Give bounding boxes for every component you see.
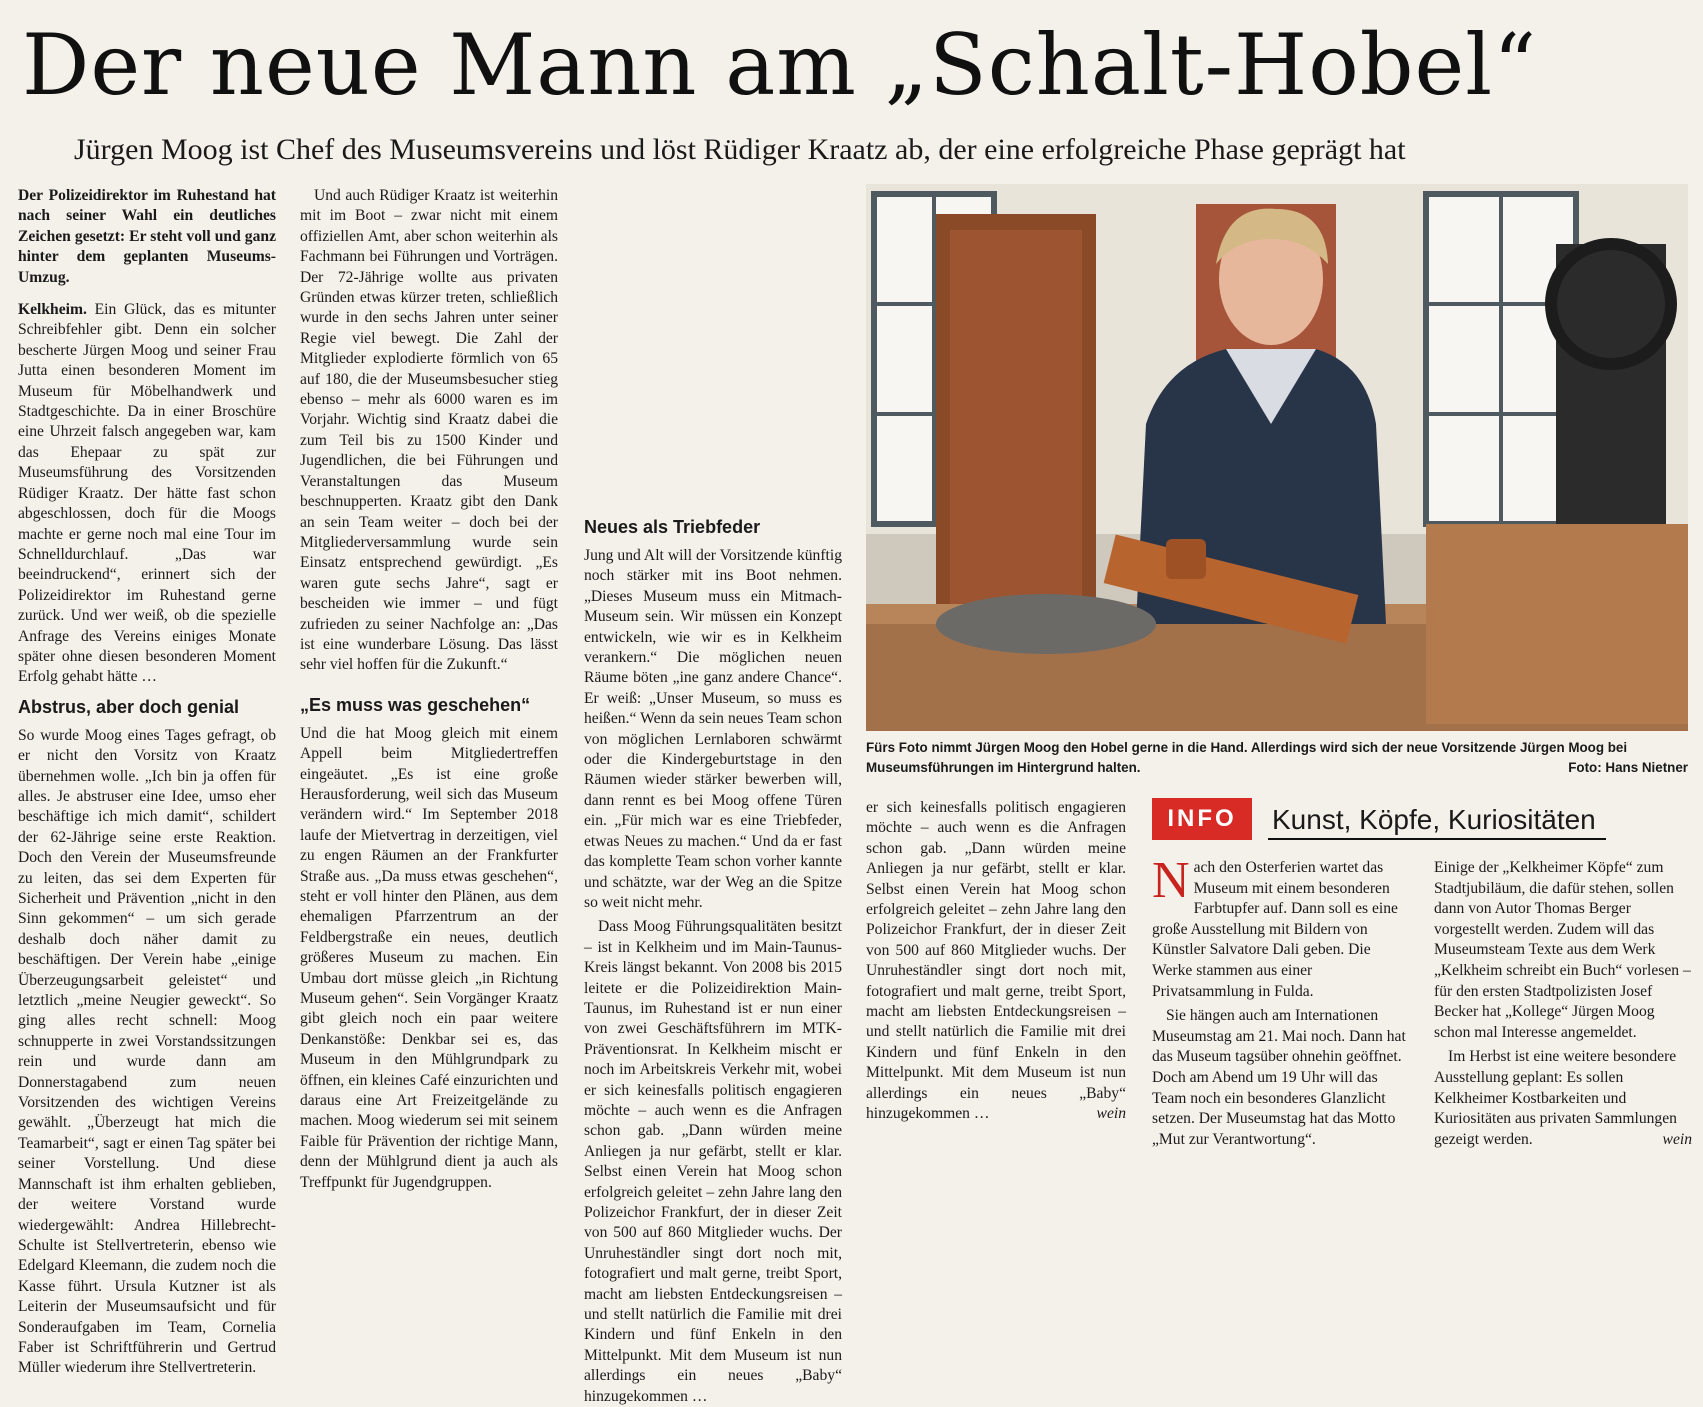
info-column-2: [1434, 858, 1692, 1162]
info-paragraph-4: [1434, 1047, 1692, 1150]
article-column-4: [866, 798, 1126, 1162]
subheading-abstrus: Abstrus, aber doch genial: [18, 696, 240, 717]
info-badge: INFO: [1152, 798, 1252, 840]
article-column-3: [584, 186, 842, 1405]
subheading-neues: Neues als Triebfeder: [584, 517, 761, 537]
info-title: Kunst, Köpfe, Kuriositäten: [1272, 804, 1596, 835]
info-paragraph-4-text: Im Herbst ist eine weitere besondere Ausstellung geplant: Es sollen Kelkheimer Kostbarkeiten und Kuriositäten aus privaten Sammlungen gezeigt werden.: [1434, 1048, 1677, 1148]
info-column-1: [1152, 852, 1410, 1162]
dateline: Kelkheim.: [18, 301, 87, 319]
info-paragraph-3: Einige der „Kelkheimer Köpfe“ zum Stadtjubiläum, die dafür stehen, sollen dann von Autor Thomas Berger vorgestellt werden. Zudem will das Museumsteam Texte aus dem Werk „Kelkheim schreibt ein Buch“ vorlesen – für den ersten Stadtpolizisten Josef Becker hat „Kollege“ Jürgen Moog schon mal Interesse angemeldet.: [1434, 859, 1691, 1041]
subhead: Jürgen Moog ist Chef des Museumsvereins und löst Rüdiger Kraatz ab, der eine erfolgreiche Phase geprägt hat: [74, 133, 1406, 166]
info-signature: wein: [1662, 1130, 1692, 1148]
photo-caption-text: Fürs Foto nimmt Jürgen Moog den Hobel gerne in die Hand. Allerdings wird sich der neue Vorsitzende Jürgen Moog bei Museumsführungen im Hintergrund halten.: [866, 740, 1628, 775]
article-column-2: [300, 186, 558, 1191]
article-paragraph-1: [18, 300, 276, 688]
info-paragraph-1-text: ach den Osterferien wartet das Museum mit einem besonderen Farbtupfer auf. Dann soll es eine große Ausstellung mit Bildern von Künstler Salvatore Dali geben. Die Werke stammen aus einer Privatsammlung in Fulda.: [1152, 859, 1398, 1000]
info-paragraph-2: Sie hängen auch am Internationen Museumstag am 21. Mai noch. Dann hat das Museum tagsüber ohnehin geöffnet. Doch am Abend um 19 Uhr will das Team noch ein besonderes Glanzlicht setzen. Der Museumstag hat das Motto „Mut zur Verantwortung“.: [1152, 1007, 1406, 1148]
photo: [866, 184, 1688, 731]
info-paragraph-1: [1152, 852, 1410, 1002]
article-paragraph-5: Jung und Alt will der Vorsitzende künftig noch stärker mit ins Boot nehmen. „Dieses Museum muss ein Mitmach-Museum sein. Wir müssen ein Konzept entwickeln, wie wir es in Kelkheim verankern.“ Die möglichen neuen Räume böten „ine ganz andere Chance“. Er weiß: „Unser Museum, so muss es heißen.“ Wenn da sein neues Team schon von möglichen Lernlaboren schwärmt oder die Kindergeburtstage in den Räumen wieder stärker bewerben will, dann rennt es bei Moog offene Türen ein. „Für mich war es eine Triebfeder, etwas Neues zu machen.“ Und da er fast das komplette Team schon vorher kannte und schätzte, war der Weg an die Spitze so weit nicht mehr.: [584, 547, 842, 911]
article-paragraph-6-cont: er sich keinesfalls politisch engagieren möchte – auch wenn es die Anfragen schon gab. „Dann würden meine Anliegen ja nur gefärbt, stellt er klar. Selbst einen Verein hat Moog schon erfolgreich geleitet – zehn Jahre lang den Polizeichor Frankfurt, der in dieser Zeit von 500 auf 860 Mitglieder wuchs. Der Unruheständler singt dort noch mit, fotografiert und malt gerne, treibt Sport, macht am liebsten Entdeckungsreisen – und stellt natürlich die Familie mit drei Kindern und fünf Enkeln in den Mittelpunkt. Mit dem Museum ist nun allerdings ein neues „Baby“ hinzugekommen … wein: [866, 798, 1126, 1125]
photo-illustration: [866, 184, 1688, 731]
article-lead: Der Polizeidirektor im Ruhestand hat nach seiner Wahl ein deutliches Zeichen gesetzt: Er steht voll und ganz hinter dem geplanten Museums-Umzug.: [18, 187, 276, 286]
info-title-rule: [1268, 838, 1606, 840]
article-column-1: [18, 186, 276, 1377]
info-dropcap: N: [1152, 852, 1190, 909]
photo-caption: [866, 738, 1688, 778]
article-signature: wein: [1096, 1105, 1126, 1123]
subheading-es-muss: „Es muss was geschehen“: [300, 694, 531, 715]
article-paragraph-1-text: Ein Glück, das es mitunter Schreibfehler gibt. Denn ein solcher bescherte Jürgen Moog und seiner Frau Jutta einen besonderen Moment im Museum für Möbelhandwerk und Stadtgeschichte. Da in einer Broschüre eine Uhrzeit falsch angegeben war, kam das Ehepaar zu spät zur Museumsführung des Vorsitzenden Rüdiger Kraatz. Der hätte fast schon abgeschlossen, doch für die Moogs machte er gerne noch mal eine Tour im Schnelldurchlauf. „Das war beeindruckend“, erinnert sich der Polizeidirektor im Ruhestand gerne zurück. Und wer weiß, ob die spezielle Anfrage des Vereins einiges Monate später ohne diesen besonderen Moment Erfolg gehabt hätte …: [18, 301, 276, 686]
article-paragraph-2: So wurde Moog eines Tages gefragt, ob er nicht den Vorsitz von Kraatz übernehmen wolle. „Ich bin ja offen für alles. Je abstruser eine Idee, umso eher beschäftige ich mich damit“, schildert der 62-Jährige seine erste Reaktion. Doch den Verein der Museumsfreunde zu leiten, das sei dem Experten für Sicherheit und Prävention „nicht in den Sinn gekommen“ – um sich gerade deshalb doch näher damit zu beschäftigen. Der Verein habe „einige Überzeugungsarbeit geleistet“ und letztlich „meine Neugier geweckt“. So ging alles recht schnell: Moog schnupperte in zwei Vorstandssitzungen rein und wurde dann am Donnerstagabend zum neuen Vorsitzenden des wichtigen Vereins gewählt. „Überzeugt hat mich die Teamarbeit“, sagt er einen Tag später bei seiner Vorstellung. Und diese Mannschaft ist ihm erhalten geblieben, der weitere Vorstand wurde wiedergewählt: Andrea Hillebrecht-Schulte ist Stellvertreterin, ebenso wie Edelgard Kleemann, die zudem noch die Kasse führt. Ursula Kutzner ist als Leiterin der Museumsaufsicht und für Sonderaufgaben im Team, Cornelia Faber ist Schriftführerin und Gertrud Müller wiederum ihre Stellvertreterin.: [18, 726, 276, 1377]
photo-credit: Foto: Hans Nietner: [1568, 760, 1688, 775]
headline: Der neue Mann am „Schalt-Hobel“: [22, 16, 1538, 114]
article-paragraph-4: Und die hat Moog gleich mit einem Appell beim Mitgliedertreffen eingeäutet. „Es ist eine große Herausforderung, weil sich das Museum verändern wird.“ Im September 2018 laufe der Mietvertrag in derzeitigen, viel zu engen Räumen an der Frankfurter Straße aus. „Da muss etwas geschehen“, steht er voll hinter den Plänen, aus dem ehemaligen Pfarrzentrum an der Feldbergstraße ein neues, deutlich größeres Museum zu machen. Ein Umbau dort müsse gleich „in Richtung Museum gehen“. Sein Vorgänger Kraatz gibt gleich noch ein paar weitere Denkanstöße: Denkbar sei es, das Museum in den Mühlgrundpark zu öffnen, ein kleines Café einzurichten und daraus eine Art Freizeitgelände zu machen. Moog wiederum sei mit seinem Faible für Prävention der richtige Mann, denn der Mühlgrund dient ja auch als Treffpunkt für Jugendgruppen.: [300, 724, 558, 1191]
article-paragraph-6: Dass Moog Führungsqualitäten besitzt – ist in Kelkheim und im Main-Taunus-Kreis längst bekannt. Von 2008 bis 2015 leitete er die Polizeidirektion Main-Taunus, im Ruhestand ist er nun einer von zwei Geschäftsführern im MTK-Präventionsrat. In Kelkheim mischt er noch im Arbeitskreis Verkehr mit, wobei er sich keinesfalls politisch engagieren möchte – auch wenn es die Anfragen schon gab. „Dann würden meine Anliegen ja nur gefärbt, stellt er klar. Selbst einen Verein hat Moog schon erfolgreich geleitet – zehn Jahre lang den Polizeichor Frankfurt, der in dieser Zeit von 500 auf 860 Mitglieder wuchs. Der Unruheständler singt dort noch mit, fotografiert und malt gerne, treibt Sport, macht am liebsten Entdeckungsreisen – und stellt natürlich die Familie mit drei Kindern und fünf Enkeln in den Mittelpunkt. Mit dem Museum ist nun allerdings ein neues „Baby“ hinzugekommen …: [584, 918, 842, 1405]
article-paragraph-3: Und auch Rüdiger Kraatz ist weiterhin mit im Boot – zwar nicht mit einem offiziellen Amt, aber schon weiterhin als Fachmann bei Führungen und Vorträgen. Der 72-Jährige wollte aus privaten Gründen etwas kürzer treten, schließlich wurde in den sechs Jahren unter seiner Regie viel bewegt. Die Zahl der Mitglieder explodierte förmlich von 65 auf 180, die der Museumsbesucher stieg ebenso – mehr als 6000 waren es im Vorjahr. Wichtig sind Kraatz dabei die zum Teil bis zu 1500 Kinder und Jugendlichen, die bei Führungen und Veranstaltungen das Museum beschnupperten. Kraatz gibt den Dank an sein Team weiter – doch bei der Mitgliederversammlung wurde sein Einsatz entsprechend gewürdigt. „Es waren gute sechs Jahre“, sagt er bescheiden wie immer – und fügt zufrieden zu seiner Nachfolge an: „Das ist eine wunderbare Lösung. Das lässt sehr viel hoffen für die Zukunft.“: [300, 187, 558, 674]
